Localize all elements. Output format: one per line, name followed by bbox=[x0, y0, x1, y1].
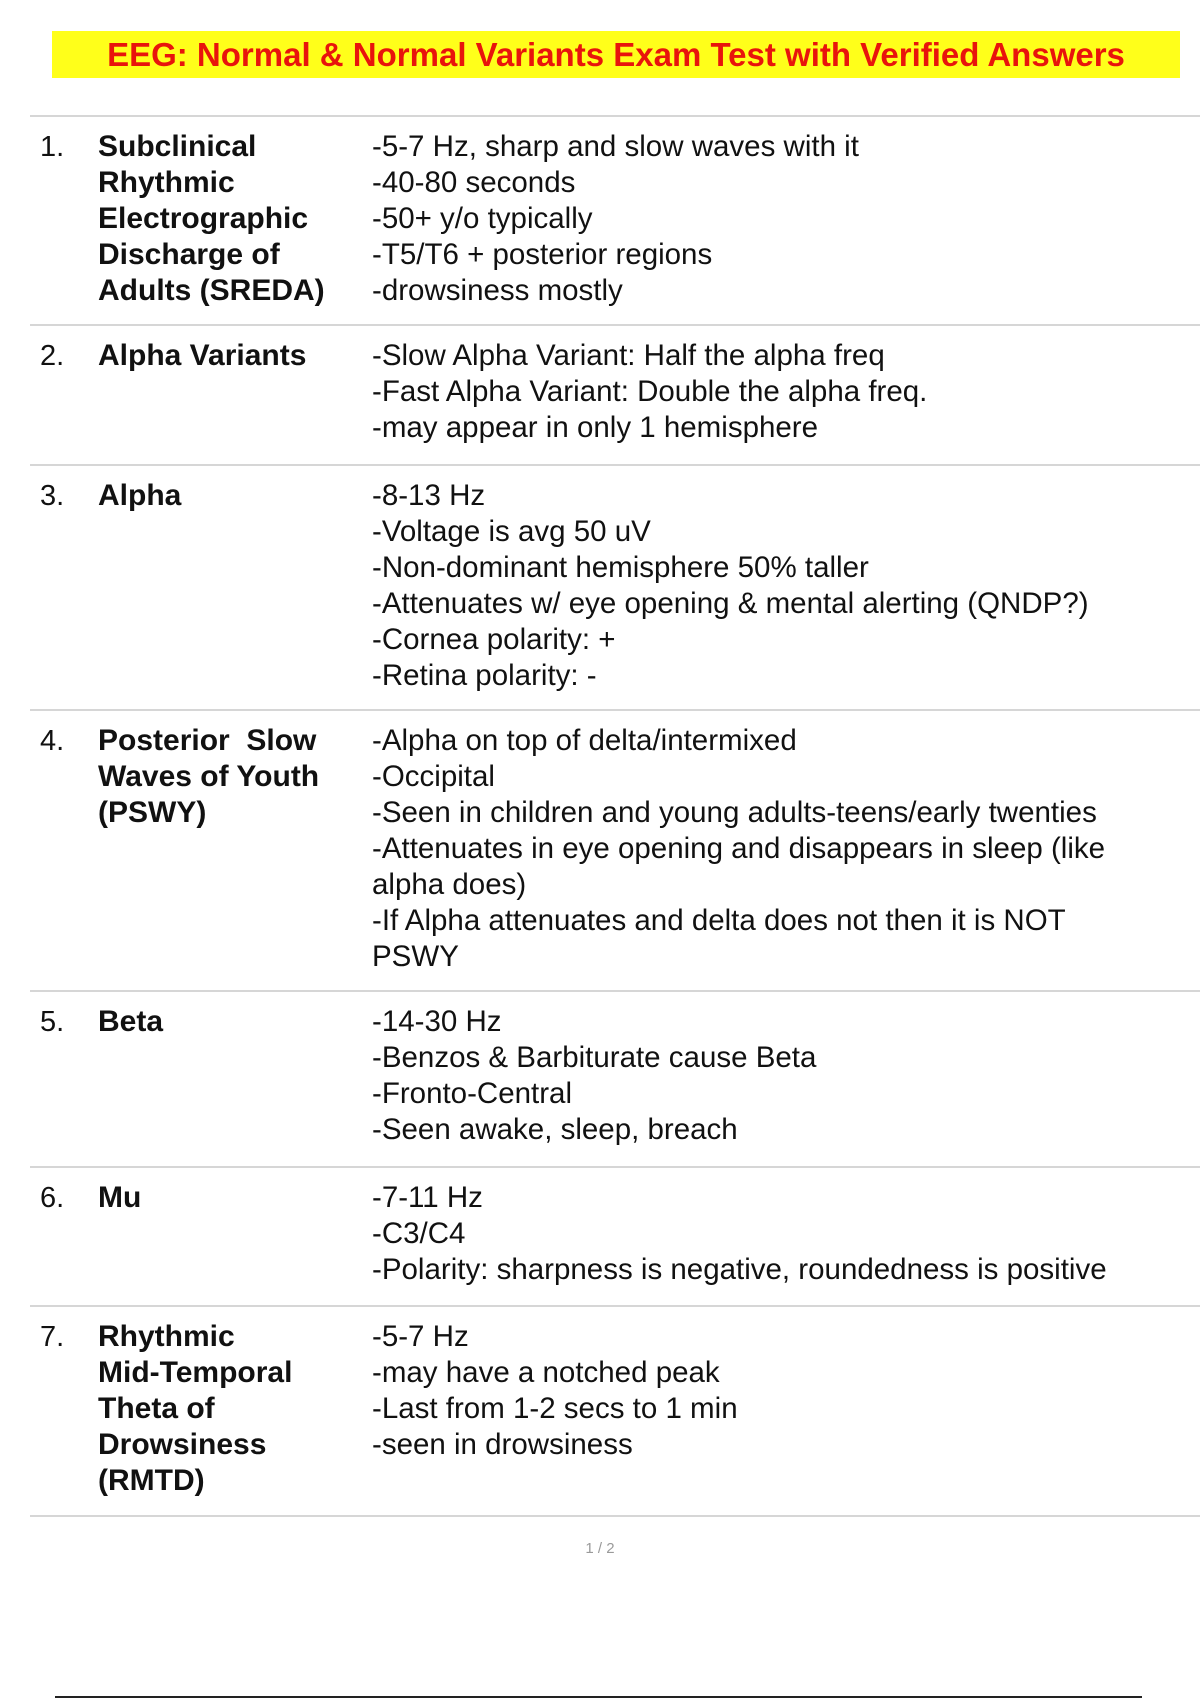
answer bbox=[372, 1180, 1198, 1288]
term-line: Drowsiness bbox=[98, 1428, 267, 1461]
qa-row-1 bbox=[30, 117, 1200, 326]
answer-line: -Benzos & Barbiturate cause Beta bbox=[372, 1041, 817, 1074]
answer-line: -Polarity: sharpness is negative, roundedness is positive bbox=[372, 1253, 1107, 1286]
answer-line: -7-11 Hz bbox=[372, 1181, 483, 1214]
answer bbox=[372, 129, 1198, 309]
answer-line: -Seen in children and young adults-teens/early twenties bbox=[372, 796, 1097, 829]
term-line: Beta bbox=[98, 1005, 164, 1038]
term bbox=[98, 478, 358, 514]
answer-line: -seen in drowsiness bbox=[372, 1428, 633, 1461]
answer-line: alpha does) bbox=[372, 868, 527, 901]
answer-line: -5-7 Hz, sharp and slow waves with it bbox=[372, 130, 859, 163]
footer-divider bbox=[55, 1696, 1142, 1698]
item-number: 5. bbox=[40, 1006, 65, 1038]
item-number: 4. bbox=[40, 725, 65, 757]
term bbox=[98, 129, 358, 309]
answer-line: -Cornea polarity: + bbox=[372, 623, 616, 656]
answer-line: -Retina polarity: - bbox=[372, 659, 597, 692]
answer-line: PSWY bbox=[372, 940, 459, 973]
answer-line: -50+ y/o typically bbox=[372, 202, 593, 235]
term-line: Adults (SREDA) bbox=[98, 274, 325, 307]
answer-line: -Occipital bbox=[372, 760, 495, 793]
answer-line: -Voltage is avg 50 uV bbox=[372, 515, 651, 548]
answer-line: -Fronto-Central bbox=[372, 1077, 573, 1110]
item-number: 1. bbox=[40, 131, 65, 163]
item-number: 7. bbox=[40, 1321, 65, 1353]
answer bbox=[372, 1004, 1198, 1148]
answer-line: -5-7 Hz bbox=[372, 1320, 469, 1353]
term-line: (PSWY) bbox=[98, 796, 207, 829]
term-line: Alpha bbox=[98, 479, 182, 512]
answer-line: -T5/T6 + posterior regions bbox=[372, 238, 713, 271]
term bbox=[98, 1004, 358, 1040]
term-line: Electrographic bbox=[98, 202, 309, 235]
term-line: Theta of bbox=[98, 1392, 215, 1425]
qa-row-6 bbox=[30, 1168, 1200, 1307]
term bbox=[98, 1180, 358, 1216]
term-line: Mid-Temporal bbox=[98, 1356, 293, 1389]
answer-line: -Last from 1-2 secs to 1 min bbox=[372, 1392, 738, 1425]
answer-line: -8-13 Hz bbox=[372, 479, 486, 512]
term-line: Rhythmic bbox=[98, 1320, 235, 1353]
qa-row-7 bbox=[30, 1307, 1200, 1517]
answer bbox=[372, 723, 1198, 975]
answer-line: -Fast Alpha Variant: Double the alpha freq. bbox=[372, 375, 928, 408]
term-line: Subclinical bbox=[98, 130, 257, 163]
term bbox=[98, 1319, 358, 1499]
answer bbox=[372, 1319, 1198, 1463]
qa-row-4 bbox=[30, 711, 1200, 992]
term bbox=[98, 723, 358, 831]
document-title: EEG: Normal & Normal Variants Exam Test with Verified Answers bbox=[107, 36, 1125, 73]
answer-line: -Attenuates w/ eye opening & mental alerting (QNDP?) bbox=[372, 587, 1089, 620]
qa-row-2 bbox=[30, 326, 1200, 466]
answer bbox=[372, 338, 1198, 446]
answer bbox=[372, 478, 1198, 694]
qa-row-5 bbox=[30, 992, 1200, 1168]
answer-line: -40-80 seconds bbox=[372, 166, 576, 199]
answer-line: -may appear in only 1 hemisphere bbox=[372, 411, 819, 444]
item-number: 2. bbox=[40, 340, 65, 372]
qa-list bbox=[30, 115, 1200, 1517]
term-line: Alpha Variants bbox=[98, 339, 307, 372]
term-line: Mu bbox=[98, 1181, 142, 1214]
answer-line: -drowsiness mostly bbox=[372, 274, 623, 307]
answer-line: -14-30 Hz bbox=[372, 1005, 502, 1038]
answer-line: -C3/C4 bbox=[372, 1217, 466, 1250]
answer-line: -Slow Alpha Variant: Half the alpha freq bbox=[372, 339, 885, 372]
item-number: 3. bbox=[40, 480, 65, 512]
answer-line: -Seen awake, sleep, breach bbox=[372, 1113, 738, 1146]
term-line: (RMTD) bbox=[98, 1464, 205, 1497]
term-line: Waves of Youth bbox=[98, 760, 320, 793]
term-line: Rhythmic bbox=[98, 166, 235, 199]
term-line: Posterior Slow bbox=[98, 724, 317, 757]
answer-line: -Alpha on top of delta/intermixed bbox=[372, 724, 797, 757]
term-line: Discharge of bbox=[98, 238, 280, 271]
answer-line: -may have a notched peak bbox=[372, 1356, 720, 1389]
term bbox=[98, 338, 358, 374]
item-number: 6. bbox=[40, 1182, 65, 1214]
qa-row-3 bbox=[30, 466, 1200, 711]
page-number: 1 / 2 bbox=[585, 1540, 615, 1557]
title-banner bbox=[52, 31, 1180, 78]
answer-line: -If Alpha attenuates and delta does not then it is NOT bbox=[372, 904, 1066, 937]
answer-line: -Attenuates in eye opening and disappears in sleep (like bbox=[372, 832, 1106, 865]
answer-line: -Non-dominant hemisphere 50% taller bbox=[372, 551, 869, 584]
